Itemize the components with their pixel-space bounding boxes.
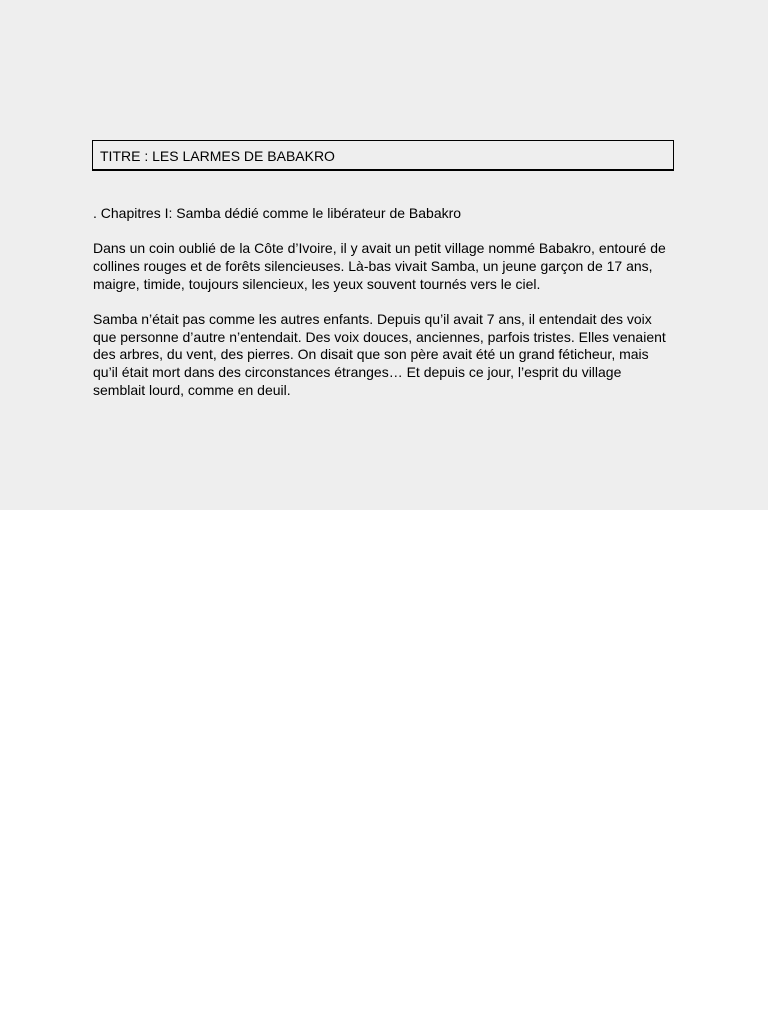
blank-area (0, 510, 768, 1024)
paragraph-2: Samba n’était pas comme les autres enfants. Depuis qu’il avait 7 ans, il entendait des voix que personne d’autre n’entendait. Des voix douces, anciennes, parfois tristes. Elles venaient des arbres, du vent, des pierres. On disait que son père avait été un grand féticheur, mais qu’il était mort dans des circonstances étranges… Et depuis ce jour, l’esprit du village semblait lourd, comme en deuil. (93, 310, 666, 398)
document-body (93, 205, 675, 417)
chapter-heading: . Chapitres I: Samba dédié comme le libérateur de Babakro (93, 205, 462, 221)
document-page (0, 0, 768, 510)
paragraph-1: Dans un coin oublié de la Côte d’Ivoire, il y avait un petit village nommé Babakro, entouré de collines rouges et de forêts silencieuses. Là-bas vivait Samba, un jeune garçon de 17 ans, maigre, timide, toujours silencieux, les yeux souvent tournés vers le ciel. (93, 240, 666, 292)
title-box (92, 140, 674, 171)
document-title: TITRE : LES LARMES DE BABAKRO (100, 148, 335, 164)
